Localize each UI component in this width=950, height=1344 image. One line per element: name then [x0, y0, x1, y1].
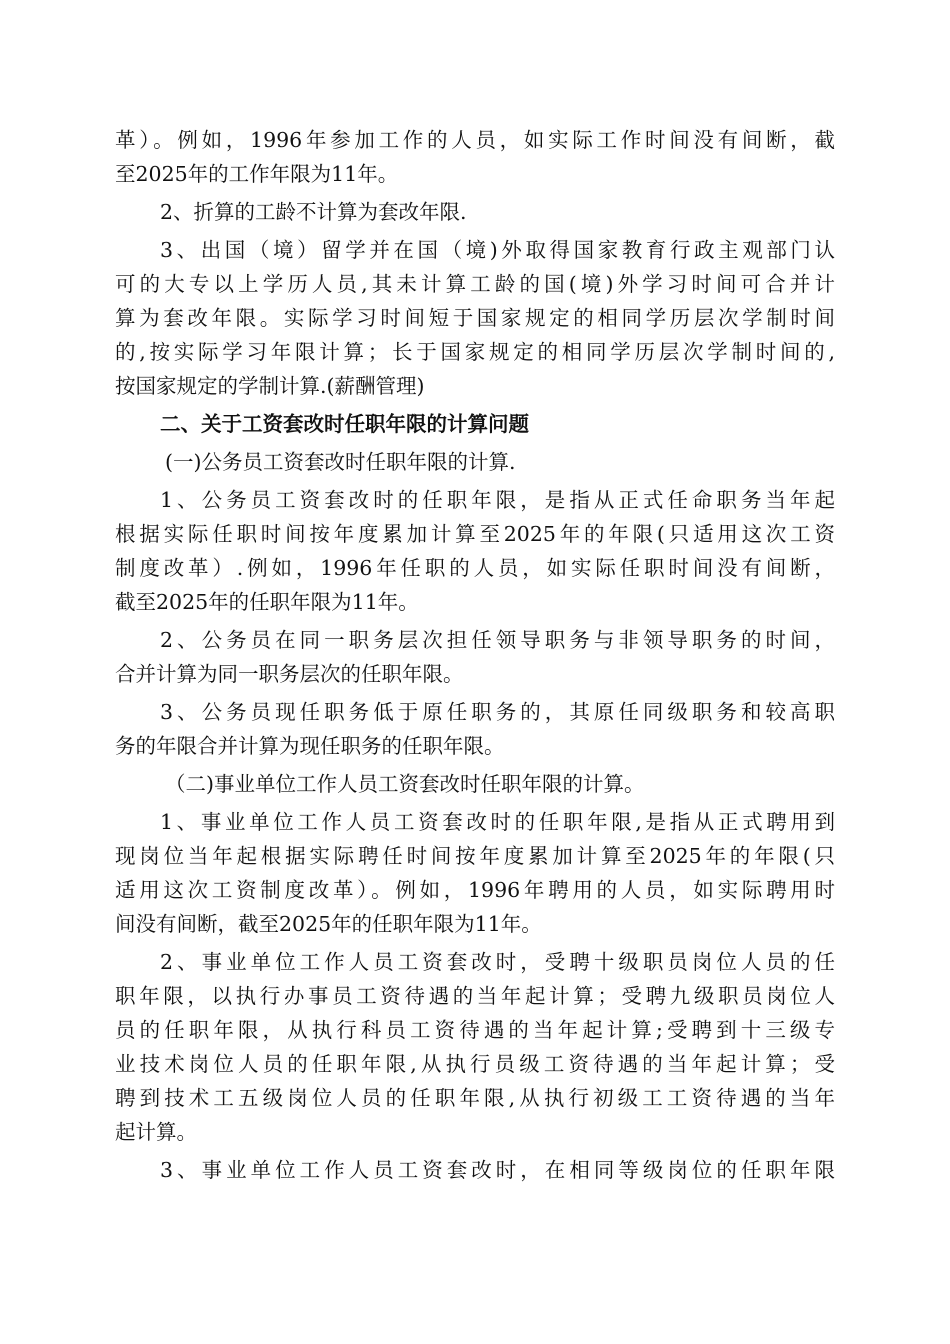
- subsection-heading: (一)公务员工资套改时任职年限的计算.: [165, 450, 516, 474]
- paragraph-line: 现岗位当年起根据实际聘任时间按年度累加计算至2025年的年限(只: [115, 844, 835, 868]
- subsection-heading: （二)事业单位工作人员工资套改时任职年限的计算。: [165, 772, 645, 796]
- paragraph-line: 截至2025年的任职年限为11年。: [115, 590, 419, 614]
- paragraph-line: 合并计算为同一职务层次的任职年限。: [115, 662, 464, 686]
- paragraph-line: 可的大专以上学历人员,其未计算工龄的国(境)外学习时间可合并计: [115, 272, 835, 296]
- paragraph-line: 3、出国（境）留学并在国（境)外取得国家教育行政主观部门认: [160, 238, 835, 262]
- paragraph-line: 3、事业单位工作人员工资套改时，在相同等级岗位的任职年限: [160, 1158, 835, 1182]
- section-heading: 二、关于工资套改时任职年限的计算问题: [160, 412, 529, 436]
- paragraph-line: 员的任职年限，从执行科员工资待遇的当年起计算;受聘到十三级专: [115, 1018, 835, 1042]
- paragraph-line: 1、事业单位工作人员工资套改时的任职年限,是指从正式聘用到: [160, 810, 835, 834]
- paragraph-line: 聘到技术工五级岗位人员的任职年限,从执行初级工工资待遇的当年: [115, 1086, 835, 1110]
- paragraph-line: 2、事业单位工作人员工资套改时，受聘十级职员岗位人员的任: [160, 950, 835, 974]
- paragraph-line: 革）。例如，1996年参加工作的人员，如实际工作时间没有间断，截: [115, 128, 835, 152]
- paragraph-line: 的,按实际学习年限计算；长于国家规定的相同学历层次学制时间的,: [115, 340, 835, 364]
- paragraph-line: 根据实际任职时间按年度累加计算至2025年的年限(只适用这次工资: [115, 522, 835, 546]
- paragraph-line: 至2025年的工作年限为11年。: [115, 162, 399, 186]
- paragraph-line: 2、折算的工龄不计算为套改年限.: [160, 200, 467, 224]
- paragraph-line: 按国家规定的学制计算.(薪酬管理): [115, 374, 425, 398]
- paragraph-line: 业技术岗位人员的任职年限,从执行员级工资待遇的当年起计算；受: [115, 1052, 835, 1076]
- paragraph-line: 3、公务员现任职务低于原任职务的，其原任同级职务和较高职: [160, 700, 835, 724]
- paragraph-line: 2、公务员在同一职务层次担任领导职务与非领导职务的时间，: [160, 628, 835, 652]
- paragraph-line: 职年限，以执行办事员工资待遇的当年起计算；受聘九级职员岗位人: [115, 984, 835, 1008]
- paragraph-line: 间没有间断，截至2025年的任职年限为11年。: [115, 912, 542, 936]
- paragraph-line: 起计算。: [115, 1120, 197, 1144]
- paragraph-line: 1、公务员工资套改时的任职年限，是指从正式任命职务当年起: [160, 488, 835, 512]
- paragraph-line: 务的年限合并计算为现任职务的任职年限。: [115, 734, 505, 758]
- paragraph-line: 适用这次工资制度改革）。例如，1996年聘用的人员，如实际聘用时: [115, 878, 835, 902]
- paragraph-line: 制度改革）.例如，1996年任职的人员，如实际任职时间没有间断，: [115, 556, 835, 580]
- paragraph-line: 算为套改年限。实际学习时间短于国家规定的相同学历层次学制时间: [115, 306, 835, 330]
